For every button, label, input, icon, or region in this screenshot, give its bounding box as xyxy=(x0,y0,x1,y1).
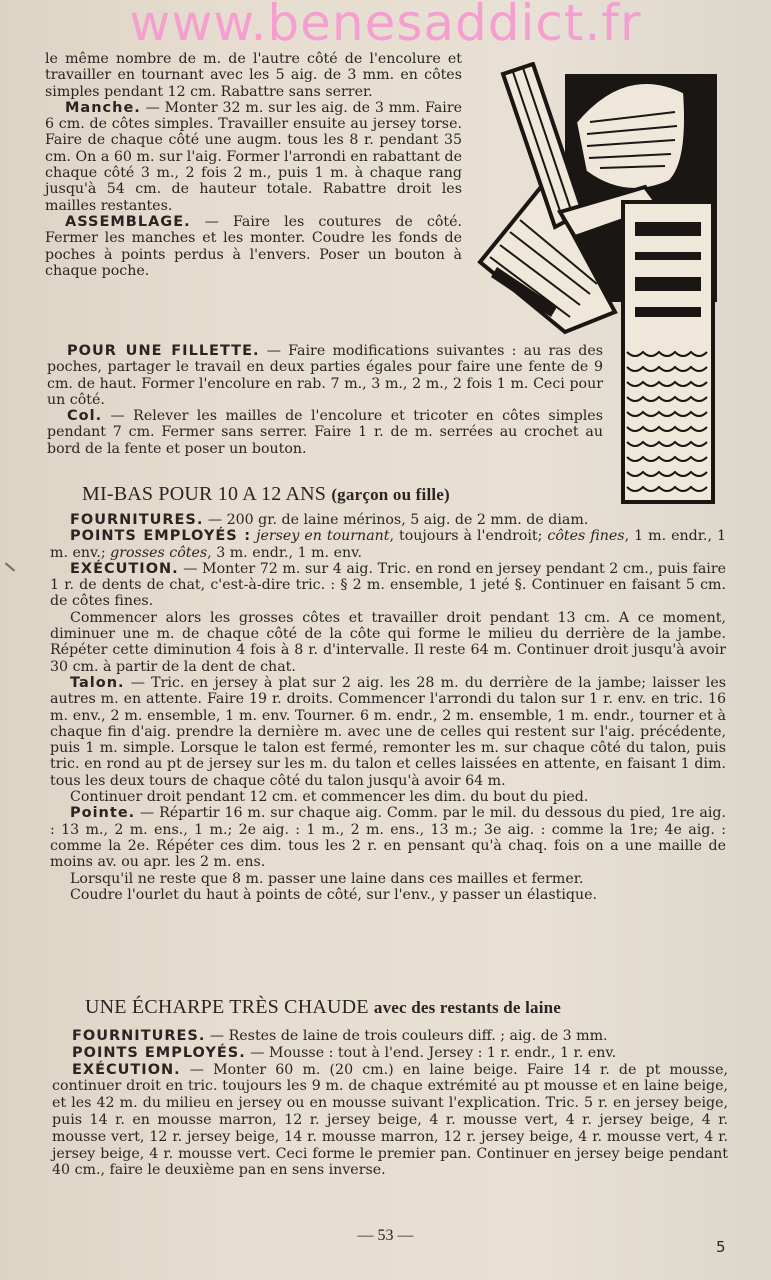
mibas-fournitures-label: FOURNITURES. xyxy=(70,512,204,528)
paragraph-col xyxy=(47,408,603,457)
pointe-text: — Répartir 16 m. sur chaque aig. Comm. par le mil. du dessous du pied, 1re aig. : 13 m., 2 m. ens., 1 m.; 2e aig. : 1 m., 2 m. ens., 13 m.; 3e aig. : comme la 1re; 4e aig. : comme la 2e. Répéter ces dim. tous les 2 r. en pensant qu'à chaq. fois on a une maille de moins av. ou apr. les 2 m. ens. xyxy=(50,805,726,871)
paragraph-encolure: le même nombre de m. de l'autre côté de l'encolure et travailler en tournant avec les 5 aig. de 3 mm. en côtes simples pendant 12 cm. Rabattre sans serrer. xyxy=(45,51,462,100)
col-text: — Relever les mailles de l'encolure et tricoter en côtes simples pendant 7 cm. Fermer sans serrer. Faire 1 r. de m. serrées au crochet au bord de la fente et poser un bouton. xyxy=(47,408,603,457)
paragraph-manche xyxy=(45,100,462,214)
mibas-title xyxy=(82,483,450,506)
assemblage-text: — Faire les coutures de côté. Fermer les manches et les monter. Coudre les fonds de poches à points perdus à l'envers. Poser un bouton à chaque poche. xyxy=(45,213,462,279)
mibas-title-sub: (garçon ou fille) xyxy=(331,485,450,504)
paragraph-mibas-points xyxy=(50,528,726,561)
paragraph-assemblage xyxy=(45,214,462,279)
points-jersey: jersey en tournant xyxy=(256,528,390,545)
paragraph-commencer: Commencer alors les grosses côtes et travailler droit pendant 13 cm. A ce moment, diminuer une m. de chaque côté de la côte qui forme le milieu du derrière de la jambe. Répéter cette diminution 4 fois à 8 r. d'intervalle. Il reste 64 m. Continuer droit jusqu'à avoir 30 cm. à partir de la dent de chat. xyxy=(50,609,726,675)
manche-label: Manche. xyxy=(65,99,141,116)
points-text-1: , toujours à l'endroit; xyxy=(389,528,548,545)
page-mark xyxy=(5,562,15,571)
echarpe-fournitures-text: — Restes de laine de trois couleurs diff. ; aig. de 3 mm. xyxy=(205,1028,608,1044)
assemblage-label: ASSEMBLAGE. xyxy=(65,213,191,230)
mibas-fournitures-text: — 200 gr. de laine mérinos, 5 aig. de 2 mm. de diam. xyxy=(203,512,589,528)
corner-number: 5 xyxy=(716,1238,726,1256)
paragraph-echarpe-execution xyxy=(52,1062,728,1180)
echarpe-column xyxy=(52,1028,728,1179)
points-text-3: , 3 m. endr., 1 m. env. xyxy=(207,544,362,561)
paragraph-echarpe-points xyxy=(52,1045,728,1062)
paragraph-echarpe-fournitures xyxy=(52,1028,728,1045)
echarpe-fournitures-label: FOURNITURES. xyxy=(72,1028,206,1044)
scarf-hanging xyxy=(623,202,713,502)
echarpe-title-main: UNE ÉCHARPE TRÈS CHAUDE xyxy=(85,996,369,1018)
talon-text: — Tric. en jersey à plat sur 2 aig. les 28 m. du derrière de la jambe; laisser les autres m. en attente. Faire 19 r. droits. Commencer l'arrondi du talon sur 1 r. env. en tric. 16 m. env., 2 m. ensemble, 1 m. env. Tourner. 6 m. endr., 2 m. ensemble, 1 m. endr., tourner et à chaque fin d'aig. prendre la dernière m. avec une de celles qui restent sur l'aig. précédente, puis 1 m. simple. Lorsque le talon est fermé, remonter les m. sur chaque côté du talon, puis tric. en rond au pt de jersey sur les m. du talon et celles laissées en attente, en faisant 1 dim. tous les deux tours de chaque côté du talon jusqu'à avoir 64 m. xyxy=(50,674,726,789)
paragraph-talon xyxy=(50,675,726,789)
echarpe-points-label: POINTS EMPLOYÉS. xyxy=(72,1044,246,1061)
paragraph-lorsquil: Lorsqu'il ne reste que 8 m. passer une laine dans ces mailles et fermer. xyxy=(70,870,584,887)
page-number: — 53 — xyxy=(357,1227,414,1244)
echarpe-execution-text: — Monter 60 m. (20 cm.) en laine beige. Faire 14 r. de pt mousse, continuer droit en tric. toujours les 9 m. de chaque extrémité au pt mousse et en laine beige, et les 42 m. du milieu en jersey ou en mousse suivant l'explication. Tric. 5 r. en jersey beige, puis 14 r. en mousse marron, 12 r. jersey beige, 4 r. mousse vert, 4 r. jersey beige, 4 r. mousse vert, 12 r. jersey beige, 14 r. mousse marron, 12 r. jersey beige, 4 r. mousse vert, 4 r. jersey beige, 4 r. mousse vert. Ceci forme le premier pan. Continuer en jersey beige pendant 40 cm., faire le deuxième pan en sens inverse. xyxy=(52,1061,728,1179)
mibas-title-main: MI-BAS POUR 10 A 12 ANS xyxy=(82,483,327,505)
pointe-label: Pointe. xyxy=(70,805,136,822)
col-label: Col. xyxy=(67,408,103,425)
points-text-2: , 1 m. endr., 1 m. env.; xyxy=(50,528,726,561)
watermark: www.benesaddict.fr xyxy=(129,0,642,52)
paragraph-pointe xyxy=(50,805,726,870)
mibas-column xyxy=(50,512,726,903)
echarpe-execution-label: EXÉCUTION. xyxy=(72,1061,181,1078)
manche-text: — Monter 32 m. sur les aig. de 3 mm. Faire 6 cm. de côtes simples. Travailler ensuite au jersey torse. Faire de chaque côté une augm. tous les 8 r. pendant 35 cm. On a 60 m. sur l'aig. Former l'arrondi en rabattant de chaque côté 3 m., 2 fois 2 m., puis 1 m. à chaque rang jusqu'à 54 cm. de hauteur totale. Rabattre droit les mailles restantes. xyxy=(45,99,462,214)
points-grosses-cotes: grosses côtes xyxy=(110,544,208,561)
top-text-column xyxy=(45,51,462,279)
echarpe-title-sub: avec des restants de laine xyxy=(373,998,562,1017)
talon-label: Talon. xyxy=(70,674,125,691)
mibas-execution-text: — Monter 72 m. sur 4 aig. Tric. en rond en jersey pendant 2 cm., puis faire 1 r. de dents de chat, c'est-à-dire tric. : § 2 m. ensemble, 1 jeté §. Continuer en faisant 5 cm. de côtes fines. xyxy=(50,560,726,610)
mibas-points-label: POINTS EMPLOYÉS : xyxy=(70,528,252,545)
echarpe-title xyxy=(85,996,561,1019)
fillette-column xyxy=(47,343,603,457)
fillette-label: POUR UNE FILLETTE. xyxy=(67,343,260,359)
paragraph-mibas-execution xyxy=(50,561,726,610)
paragraph-coudre: Coudre l'ourlet du haut à points de côté, sur l'env., y passer un élastique. xyxy=(70,886,598,903)
points-cotes-fines: côtes fines xyxy=(547,528,625,545)
fillette-text: — Faire modifications suivantes : au ras des poches, partager le travail en deux parties égales pour faire une fente de 9 cm. de haut. Former l'encolure en rab. 7 m., 3 m., 2 m., 2 fois 1 m. Ceci pour un côté. xyxy=(47,343,604,408)
paragraph-mibas-fournitures xyxy=(50,512,726,528)
mibas-execution-label: EXÉCUTION. xyxy=(70,560,179,577)
paragraph-continuer: Continuer droit pendant 12 cm. et commencer les dim. du bout du pied. xyxy=(70,789,589,806)
echarpe-points-text: — Mousse : tout à l'end. Jersey : 1 r. endr., 1 r. env. xyxy=(245,1044,617,1061)
paragraph-fillette xyxy=(47,343,603,408)
